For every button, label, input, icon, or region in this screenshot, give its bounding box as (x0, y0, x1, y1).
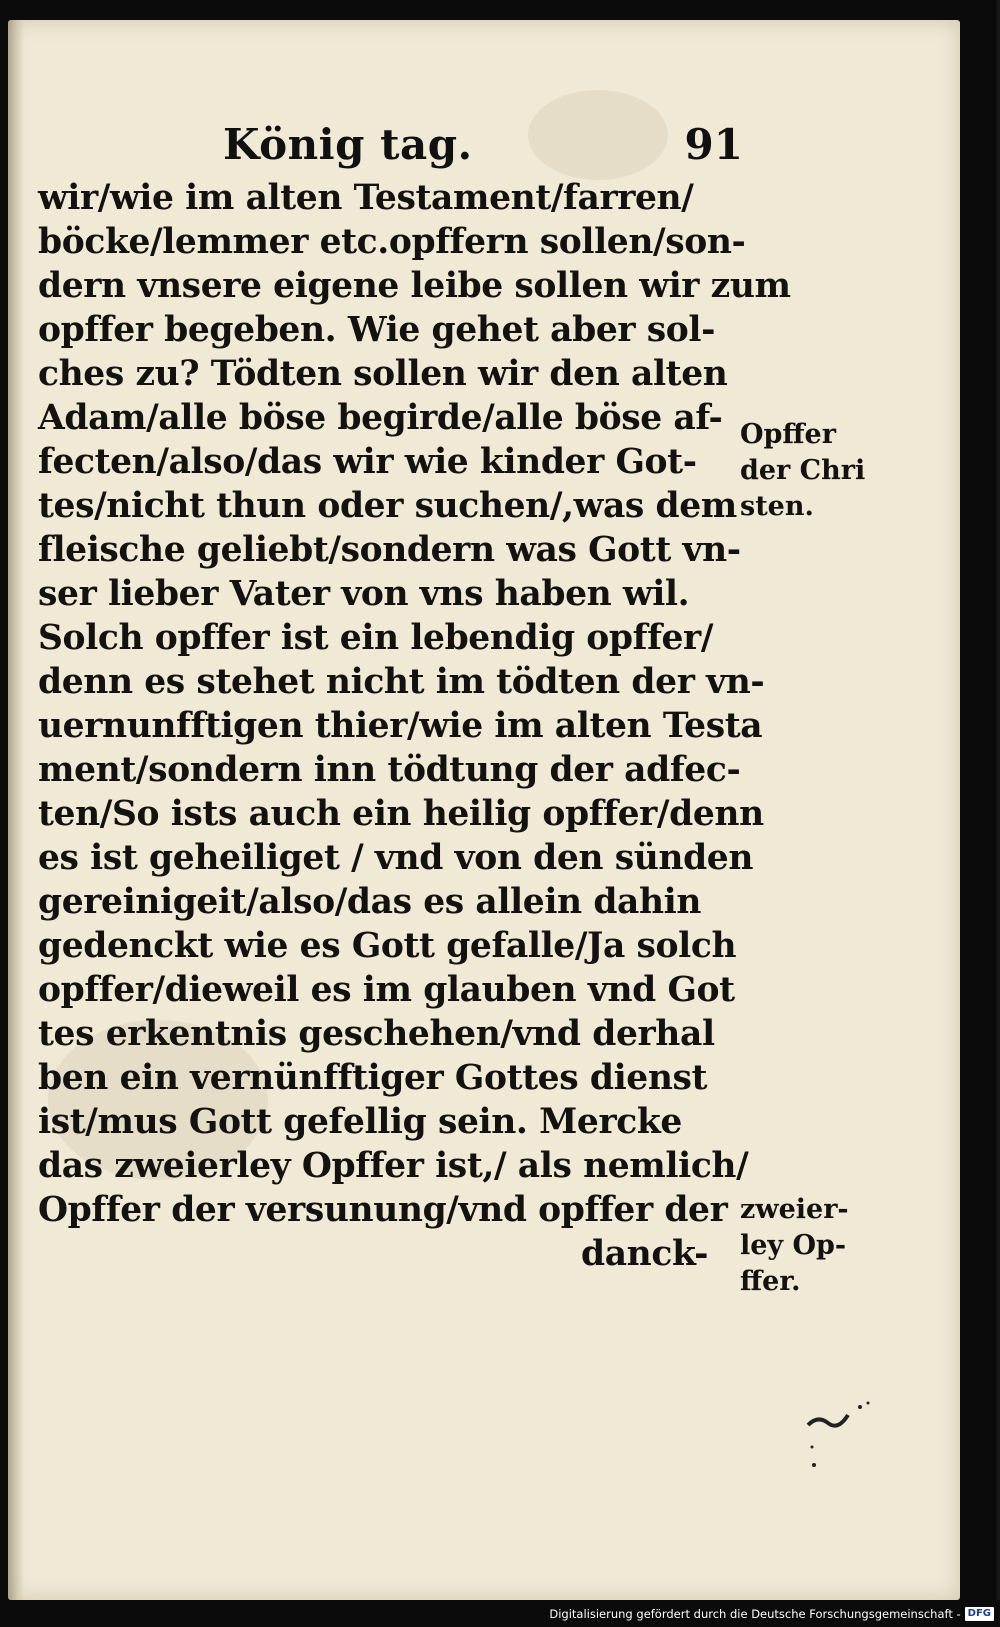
text-line: Adam/alle böse begirde/alle böse af- (38, 398, 723, 438)
text-line: dern vnsere eigene leibe sollen wir zum (38, 266, 791, 306)
text-line: tes erkentnis geschehen/vnd derhal (38, 1014, 715, 1054)
text-line: tes/nicht thun oder suchen/,was dem (38, 486, 737, 526)
text-line: ben ein vernünfftiger Gottes dienst (38, 1058, 708, 1098)
text-line: opffer/dieweil es im glauben vnd Got (38, 970, 735, 1010)
marginal-note (740, 1192, 849, 1300)
text-line: böcke/lemmer etc.opffern sollen/son- (38, 222, 746, 262)
marginal-note-line: der Chri (740, 455, 866, 486)
marginal-note-line: ffer. (740, 1266, 801, 1297)
text-line: ment/sondern inn tödtung der adfec- (38, 750, 741, 790)
marginal-note-line: ley Op- (740, 1230, 847, 1261)
running-head: König tag. (223, 120, 473, 169)
text-line: gedenckt wie es Gott gefalle/Ja solch (38, 926, 737, 966)
marginal-note-line: sten. (740, 491, 814, 522)
text-line: fecten/also/das wir wie kinder Got- (38, 442, 697, 482)
text-line: ten/So ists auch ein heilig opffer/denn (38, 794, 764, 834)
text-line: Opffer der versunung/vnd opffer der (38, 1190, 728, 1230)
text-line: ches zu? Tödten sollen wir den alten (38, 354, 728, 394)
marginal-note (740, 417, 865, 525)
text-line: Solch opffer ist ein lebendig opffer/ (38, 618, 714, 658)
text-line: ser lieber Vater von vns haben wil. (38, 574, 690, 614)
text-line: opffer begeben. Wie gehet aber sol- (38, 310, 716, 350)
marginal-note-line: zweier- (740, 1194, 849, 1225)
page-number: 91 (684, 120, 743, 169)
dfg-logo: DFG (965, 1607, 994, 1621)
page-header (223, 120, 743, 176)
text-line: danck- (581, 1234, 708, 1274)
marginal-note-line: Opffer (740, 419, 836, 450)
page-edge-shadow (996, 0, 1000, 1600)
text-line: denn es stehet nicht im tödten der vn- (38, 662, 765, 702)
text-line: es ist geheiliget / vnd von den sünden (38, 838, 754, 878)
ink-specks (798, 1385, 888, 1475)
text-line: gereinigeit/also/das es allein dahin (38, 882, 702, 922)
text-line: das zweierley Opffer ist,/ als nemlich/ (38, 1146, 749, 1186)
text-line: fleische geliebt/sondern was Gott vn- (38, 530, 741, 570)
digitization-footer (549, 1605, 994, 1623)
text-line: ist/mus Gott gefellig sein. Mercke (38, 1102, 682, 1142)
book-page (8, 20, 960, 1600)
footer-text: Digitalisierung gefördert durch die Deutsche Forschungsgemeinschaft - (549, 1607, 961, 1621)
text-line: wir/wie im alten Testament/farren/ (38, 178, 694, 218)
text-line: uernunfftigen thier/wie im alten Testa (38, 706, 763, 746)
